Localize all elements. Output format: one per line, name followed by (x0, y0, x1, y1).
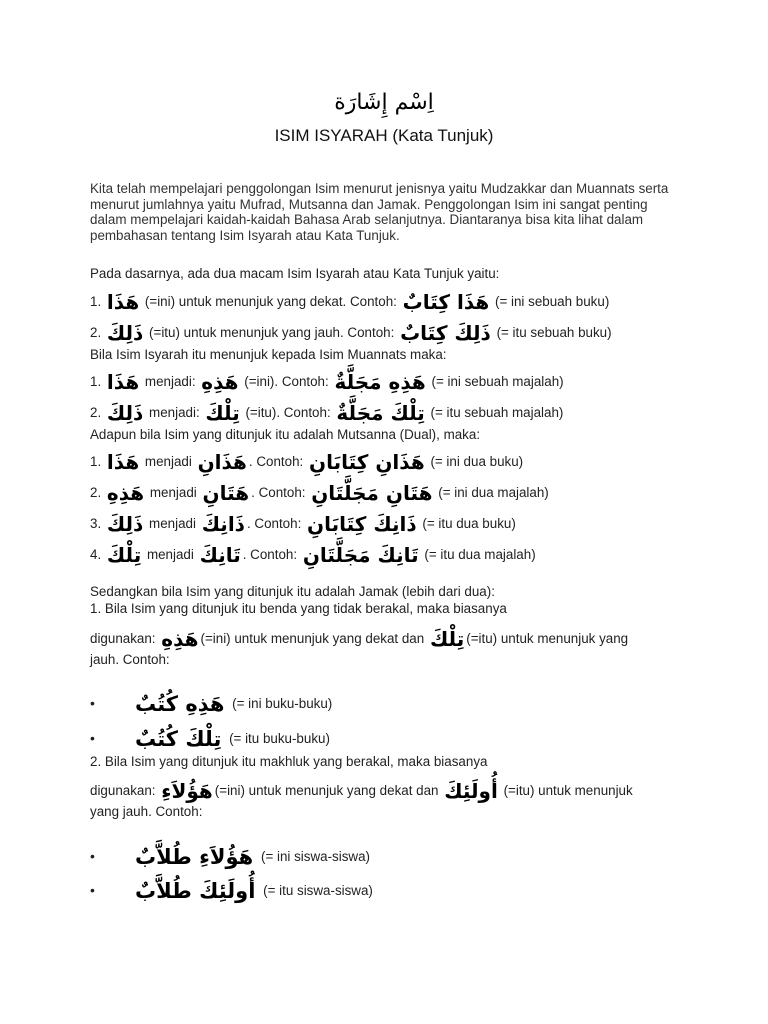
item-number: 2. (90, 325, 102, 340)
section4-point1-line3: jauh. Contoh: (90, 652, 170, 667)
becomes-label: menjadi: (144, 374, 196, 389)
example-meaning: (= ini sebuah majalah) (431, 374, 564, 389)
section4-heading: Sedangkan bila Isim yang ditunjuk itu adalah Jamak (lebih dari dua): (90, 584, 495, 599)
target-word: ذَانِكَ (201, 512, 245, 536)
used-label: digunakan: (90, 631, 156, 646)
section1-heading: Pada dasarnya, ada dua macam Isim Isyarah atau Kata Tunjuk yaitu: (90, 266, 500, 281)
item-description: (=ini) untuk menunjuk yang dekat. Contoh: (144, 294, 397, 309)
arabic-example: هَذَا كِتَابٌ (402, 290, 490, 314)
item-description: . Contoh: (242, 547, 298, 562)
item-description: . Contoh: (248, 454, 304, 469)
section2-item-1 (90, 370, 690, 394)
item-number: 2. (90, 485, 102, 500)
far-word: أُولَئِكَ (444, 779, 498, 803)
item-number: 2. (90, 405, 102, 420)
example-meaning: (= itu buku-buku) (229, 731, 330, 746)
section1-item-2 (90, 321, 690, 345)
section4-point1-line1: 1. Bila Isim yang ditunjuk itu benda yang tidak berakal, maka biasanya (90, 601, 507, 616)
example-meaning: (= itu dua majalah) (424, 547, 536, 562)
becomes-label: menjadi (144, 454, 192, 469)
item-number: 1. (90, 454, 102, 469)
becomes-label: menjadi (149, 485, 197, 500)
item-number: 1. (90, 374, 102, 389)
section4-point2-line3: yang jauh. Contoh: (90, 804, 203, 819)
near-word: هَؤُلاَءِ (161, 779, 213, 803)
example-meaning: (= itu sebuah majalah) (430, 405, 564, 420)
far-word: تِلْكَ (429, 627, 465, 651)
section3-item-4 (90, 543, 690, 567)
used-label: digunakan: (90, 783, 156, 798)
far-description: (=itu) untuk menunjuk (503, 783, 633, 798)
example-meaning: (= itu sebuah buku) (496, 325, 612, 340)
example-meaning: (= ini sebuah buku) (495, 294, 610, 309)
bullet-icon: • (90, 695, 95, 711)
section3-item-2 (90, 481, 690, 505)
intro-paragraph: Kita telah mempelajari penggolongan Isim menurut jenisnya yaitu Mudzakkar dan Muannats serta menurut jumlahnya yaitu Mufrad, Mutsanna dan Jamak. Penggolongan Isim ini sangat penting dalam mempelajari kaidah-kaidah Bahasa Arab selanjutnya. Diantaranya bisa kita lihat dalam pembahasan tentang Isim Isyarah atau Kata Tunjuk. (90, 181, 669, 243)
section2-heading: Bila Isim Isyarah itu menunjuk kepada Isim Muannats maka: (90, 347, 447, 362)
target-word: تِلْكَ (205, 401, 240, 425)
demonstrative-word: تِلْكَ (106, 543, 142, 567)
target-word: هَذِهِ (201, 370, 239, 394)
demonstrative-word: ذَلِكَ (106, 401, 144, 425)
arabic-example: هَؤُلاَءِ طُلاَّبٌ (135, 845, 254, 869)
arabic-example: تِلْكَ مَجَلَّةٌ (336, 401, 425, 425)
section1-item-1 (90, 290, 690, 314)
far-description: (=itu) untuk menunjuk yang (466, 631, 629, 646)
arabic-example: هَذِهِ مَجَلَّةٌ (334, 370, 426, 394)
demonstrative-word: هَذَا (106, 450, 140, 474)
arabic-example: تِلْكَ كُتُبٌ (135, 727, 222, 751)
near-description: (=ini) untuk menunjuk yang dekat dan (200, 631, 425, 646)
becomes-label: menjadi (146, 547, 194, 562)
near-word: هَذِهِ (161, 627, 199, 651)
example-meaning: (= ini dua buku) (430, 454, 524, 469)
demonstrative-word: هَذِهِ (106, 481, 145, 505)
section3-heading: Adapun bila Isim yang ditunjuk itu adalah Mutsanna (Dual), maka: (90, 427, 481, 442)
section3-item-3 (90, 512, 690, 536)
item-description: (=itu) untuk menunjuk yang jauh. Contoh: (149, 325, 395, 340)
list-item (90, 725, 330, 752)
demonstrative-word: ذَلِكَ (106, 512, 144, 536)
section3-item-1 (90, 450, 690, 474)
bullet-icon: • (90, 730, 95, 746)
section2-item-2 (90, 401, 690, 425)
example-meaning: (= ini dua majalah) (438, 485, 549, 500)
title-arabic: اِسْم إِشَارَة (334, 90, 434, 115)
arabic-example: هَذَانِ كِتَابَانِ (309, 450, 425, 474)
bullet-icon: • (90, 848, 95, 864)
arabic-example: ذَانِكَ كِتَابَانِ (307, 512, 417, 536)
demonstrative-word: هَذَا (106, 370, 140, 394)
list-item (90, 843, 370, 870)
arabic-example: هَذِهِ كُتُبٌ (135, 692, 225, 716)
example-meaning: (= itu dua buku) (422, 516, 516, 531)
item-description: . Contoh: (251, 485, 306, 500)
list-item (90, 690, 332, 717)
item-number: 4. (90, 547, 102, 562)
target-word: تَانِكَ (199, 543, 241, 567)
arabic-example: هَتَانِ مَجَلَّتَانِ (311, 481, 433, 505)
bullet-icon: • (90, 882, 95, 898)
near-description: (=ini) untuk menunjuk yang dekat dan (214, 783, 439, 798)
item-number: 3. (90, 516, 102, 531)
item-description: . Contoh: (246, 516, 302, 531)
section4-point2-line1: 2. Bila Isim yang ditunjuk itu makhluk yang berakal, maka biasanya (90, 754, 488, 769)
arabic-example: ذَلِكَ كِتَابٌ (400, 321, 491, 345)
target-word: هَتَانِ (202, 481, 250, 505)
becomes-label: menjadi (149, 516, 196, 531)
item-description: (=itu). Contoh: (245, 405, 331, 420)
title-latin: ISIM ISYARAH (Kata Tunjuk) (274, 126, 494, 145)
example-meaning: (= itu siswa-siswa) (263, 883, 373, 898)
example-meaning: (= ini buku-buku) (232, 696, 333, 711)
becomes-label: menjadi: (149, 405, 200, 420)
arabic-example: أُولَئِكَ طُلاَّبٌ (135, 879, 256, 903)
arabic-example: تَانِكَ مَجَلَّتَانِ (302, 543, 419, 567)
item-description: (=ini). Contoh: (244, 374, 329, 389)
example-meaning: (= ini siswa-siswa) (260, 849, 370, 864)
target-word: هَذَانِ (197, 450, 247, 474)
demonstrative-word: هَذَا (106, 290, 140, 314)
item-number: 1. (90, 294, 102, 309)
list-item (90, 877, 373, 904)
demonstrative-word: ذَلِكَ (106, 321, 144, 345)
